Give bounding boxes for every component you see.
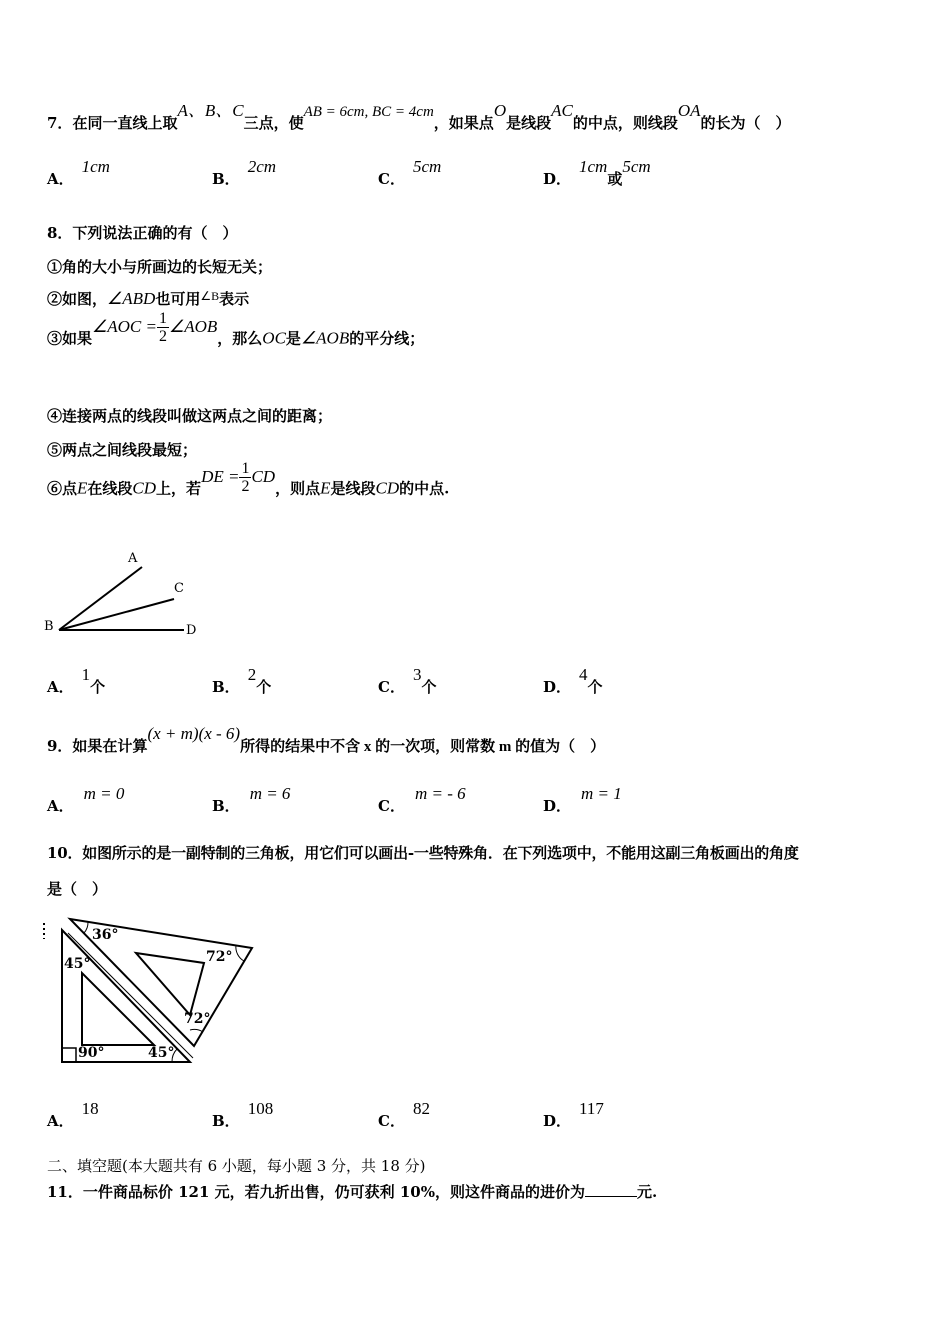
q11-stem: 11．一件商品标价 121 元，若九折出售，仍可获利 10%，则这件商品的进价为 元. — [47, 1183, 658, 1201]
angle-arc-36 — [84, 922, 88, 933]
q10-option-d[interactable]: D．117 — [543, 1099, 604, 1130]
right-angle-mark — [62, 1048, 76, 1062]
q8-angle-figure — [40, 545, 210, 645]
q10-stem-line2: 是（ ） — [47, 880, 108, 898]
q8-statement-2: ②如图，∠ABD也可用$^{\angle B}$表示 — [47, 289, 250, 308]
q10-option-c[interactable]: C．82 — [378, 1099, 430, 1130]
angle-label-90: 90° — [78, 1045, 105, 1061]
q9-option-b[interactable]: B．m = 6 — [212, 784, 291, 815]
q10-option-b[interactable]: B．108 — [212, 1099, 274, 1130]
point-label-c: C — [174, 581, 184, 596]
point-label-b: B — [44, 619, 54, 634]
ray-ba — [59, 567, 142, 630]
q7-points: A、B、C — [177, 101, 244, 120]
q8-statement-1: ①角的大小与所画边的长短无关； — [47, 258, 273, 276]
q9-option-a[interactable]: A．m = 0 — [47, 784, 125, 815]
angle-label-72-bottom: 72° — [184, 1011, 211, 1027]
q9-option-d[interactable]: D．m = 1 — [543, 784, 622, 815]
q8-statement-4: ④连接两点的线段叫做这两点之间的距离； — [47, 407, 333, 425]
angle-arc-72-bottom — [190, 1029, 203, 1032]
q8-option-a[interactable]: A．1个 — [47, 665, 106, 696]
point-label-d: D — [186, 623, 197, 638]
q10-triangle-rulers-figure — [40, 915, 260, 1070]
q8-option-c[interactable]: C．3个 — [378, 665, 437, 696]
fraction-one-half: $\frac{1}{2}$ — [158, 310, 167, 345]
q7-option-a[interactable]: A．1cm — [47, 157, 110, 188]
q7-condition: AB = 6cm, BC = 4cm — [303, 104, 434, 120]
angle-label-72-top: 72° — [206, 949, 233, 965]
q8-statement-5: ⑤两点之间线段最短； — [47, 441, 198, 459]
right-isosceles-triangle-inner — [82, 973, 154, 1045]
q7-stem: 7．在同一直线上取A、B、C三点，使AB = 6cm, BC = 4cm，如果点O是线段AC的中点，则线段OA的长为（ ） — [47, 101, 791, 132]
q10-stem-line1: 10．如图所示的是一副特制的三角板，用它们可以画出-一些特殊角．在下列选项中，不能用这副三角板画出的角度 — [47, 844, 799, 862]
answer-blank[interactable] — [585, 1182, 637, 1197]
point-label-a: A — [128, 551, 138, 566]
q7-option-b[interactable]: B．2cm — [212, 157, 277, 188]
q7-option-c[interactable]: C．5cm — [378, 157, 442, 188]
q8-statement-3: ③如果∠AOC = $\frac{1}{2}$ ∠AOB，那么OC是∠AOB的平分线； — [47, 310, 425, 348]
q8-stem: 8．下列说法正确的有（ ） — [47, 224, 238, 242]
q8-statement-6: ⑥点E在线段CD上，若DE = $\frac{1}{2}$ CD，则点E是线段CD的中点. — [47, 460, 450, 498]
ray-bc — [59, 599, 174, 630]
q7-option-d[interactable]: D．1cm或5cm — [543, 157, 651, 188]
angle-label-36: 36° — [92, 927, 119, 943]
q9-option-c[interactable]: C．m = - 6 — [378, 784, 466, 815]
angle-label-45-top: 45° — [64, 956, 91, 972]
q9-stem: 9．如果在计算(x + m)(x - 6)所得的结果中不含 x 的一次项，则常数 m 的值为（ ） — [47, 724, 606, 755]
fraction-one-half: $\frac{1}{2}$ — [241, 460, 250, 495]
q8-option-b[interactable]: B．2个 — [212, 665, 272, 696]
q9-expression: (x + m)(x - 6) — [147, 724, 241, 743]
section-heading-fill-in: 二、填空题(本大题共有 6 小题，每小题 3 分，共 18 分) — [47, 1157, 426, 1175]
q10-option-a[interactable]: A．18 — [47, 1099, 99, 1130]
angle-label-45-bottom: 45° — [148, 1045, 175, 1061]
golden-triangle-inner — [136, 953, 204, 1015]
q8-option-d[interactable]: D．4个 — [543, 665, 603, 696]
